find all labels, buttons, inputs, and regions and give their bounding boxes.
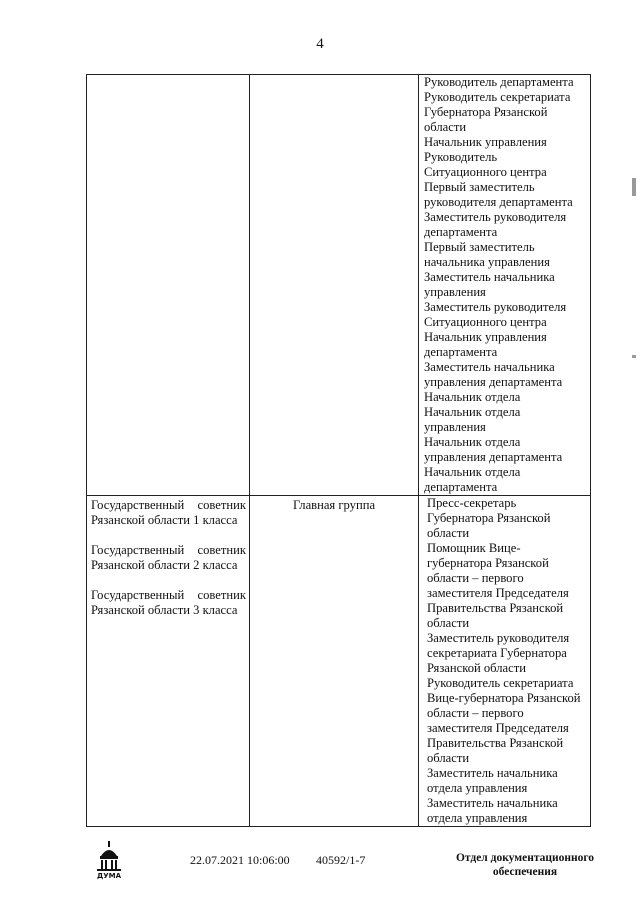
position-line: Руководитель: [424, 150, 498, 164]
rank-entry: [91, 588, 246, 618]
position-line: отдела управления: [427, 811, 528, 825]
rank-title-word: советник: [197, 588, 246, 602]
position-line: управления: [424, 420, 486, 434]
group-name: Главная группа: [292, 498, 376, 512]
position-line: управления департамента: [424, 450, 563, 464]
position-line: Заместитель начальника: [424, 360, 555, 374]
position-line: отдела управления: [427, 781, 528, 795]
position-line: Правительства Рязанской: [427, 736, 564, 750]
position-line: Заместитель начальника: [424, 270, 555, 284]
table-row: [87, 496, 591, 827]
page-number: 4: [316, 36, 324, 52]
positions-list: [419, 496, 590, 826]
position-line: области: [427, 751, 470, 765]
ranks-list: [87, 496, 249, 618]
duma-logo: [92, 840, 126, 880]
table-row: [87, 75, 591, 496]
position-line: Губернатора Рязанской: [427, 511, 551, 525]
footer-doc-number: 40592/1-7: [316, 853, 366, 867]
position-line: области – первого: [427, 706, 524, 720]
position-line: Руководитель секретариата: [424, 90, 571, 104]
rank-title-word: Государственный: [91, 588, 185, 602]
group-cell: [250, 496, 419, 827]
position-line: департамента: [424, 345, 498, 359]
position-line: области: [424, 120, 467, 134]
positions-table: [86, 74, 591, 827]
positions-cell: [419, 496, 591, 827]
scan-edge-mark: [632, 178, 636, 196]
position-line: Заместитель руководителя: [427, 631, 570, 645]
rank-title-word: советник: [197, 543, 246, 557]
position-line: Заместитель начальника: [427, 796, 558, 810]
position-line: Заместитель руководителя: [424, 300, 567, 314]
position-line: руководителя департамента: [424, 195, 573, 209]
positions-list: [419, 75, 590, 495]
position-line: Заместитель руководителя: [424, 210, 567, 224]
rank-cell-empty: [87, 75, 250, 496]
position-line: Первый заместитель: [424, 240, 535, 254]
position-line: заместителя Председателя: [427, 586, 569, 600]
rank-title-word: Государственный: [91, 498, 185, 512]
rank-title-word: советник: [197, 498, 246, 512]
svg-text:ДУМА: ДУМА: [96, 872, 122, 880]
position-line: управления: [424, 285, 486, 299]
position-line: области: [427, 616, 470, 630]
position-line: Начальник управления: [424, 135, 547, 149]
rank-title-word: Государственный: [91, 543, 185, 557]
position-line: секретариата Губернатора: [427, 646, 567, 660]
footer-department: Отдел документационного обеспечения: [455, 852, 595, 878]
rank-title-line: Рязанской области 1 класса: [91, 513, 238, 527]
position-line: Руководитель секретариата: [427, 676, 574, 690]
positions-cell: [419, 75, 591, 496]
position-line: Вице-губернатора Рязанской: [427, 691, 581, 705]
position-line: Пресс-секретарь: [427, 496, 517, 510]
position-line: Начальник отдела: [424, 405, 521, 419]
position-line: управления департамента: [424, 375, 563, 389]
rank-entry: [91, 498, 246, 528]
position-line: Начальник управления: [424, 330, 547, 344]
position-line: Ситуационного центра: [424, 315, 547, 329]
position-line: Рязанской области: [427, 661, 526, 675]
position-line: Начальник отдела: [424, 390, 521, 404]
position-line: Правительства Рязанской: [427, 601, 564, 615]
position-line: Губернатора Рязанской: [424, 105, 548, 119]
position-line: начальника управления: [424, 255, 550, 269]
position-line: департамента: [424, 225, 498, 239]
group-cell-empty: [250, 75, 419, 496]
position-line: области – первого: [427, 571, 524, 585]
position-line: департамента: [424, 480, 498, 494]
position-line: области: [427, 526, 470, 540]
rank-title-line: Рязанской области 2 класса: [91, 558, 238, 572]
position-line: заместителя Председателя: [427, 721, 569, 735]
rank-entry: [91, 543, 246, 573]
position-line: Помощник Вице-: [427, 541, 521, 555]
footer-datetime: 22.07.2021 10:06:00: [190, 853, 290, 867]
rank-cell: [87, 496, 250, 827]
scan-edge-mark: [632, 355, 636, 358]
position-line: Ситуационного центра: [424, 165, 547, 179]
position-line: Первый заместитель: [424, 180, 535, 194]
position-line: Заместитель начальника: [427, 766, 558, 780]
position-line: Начальник отдела: [424, 465, 521, 479]
rank-title-line: Рязанской области 3 класса: [91, 603, 238, 617]
position-line: Руководитель департамента: [424, 75, 574, 89]
position-line: Начальник отдела: [424, 435, 521, 449]
position-line: губернатора Рязанской: [427, 556, 549, 570]
